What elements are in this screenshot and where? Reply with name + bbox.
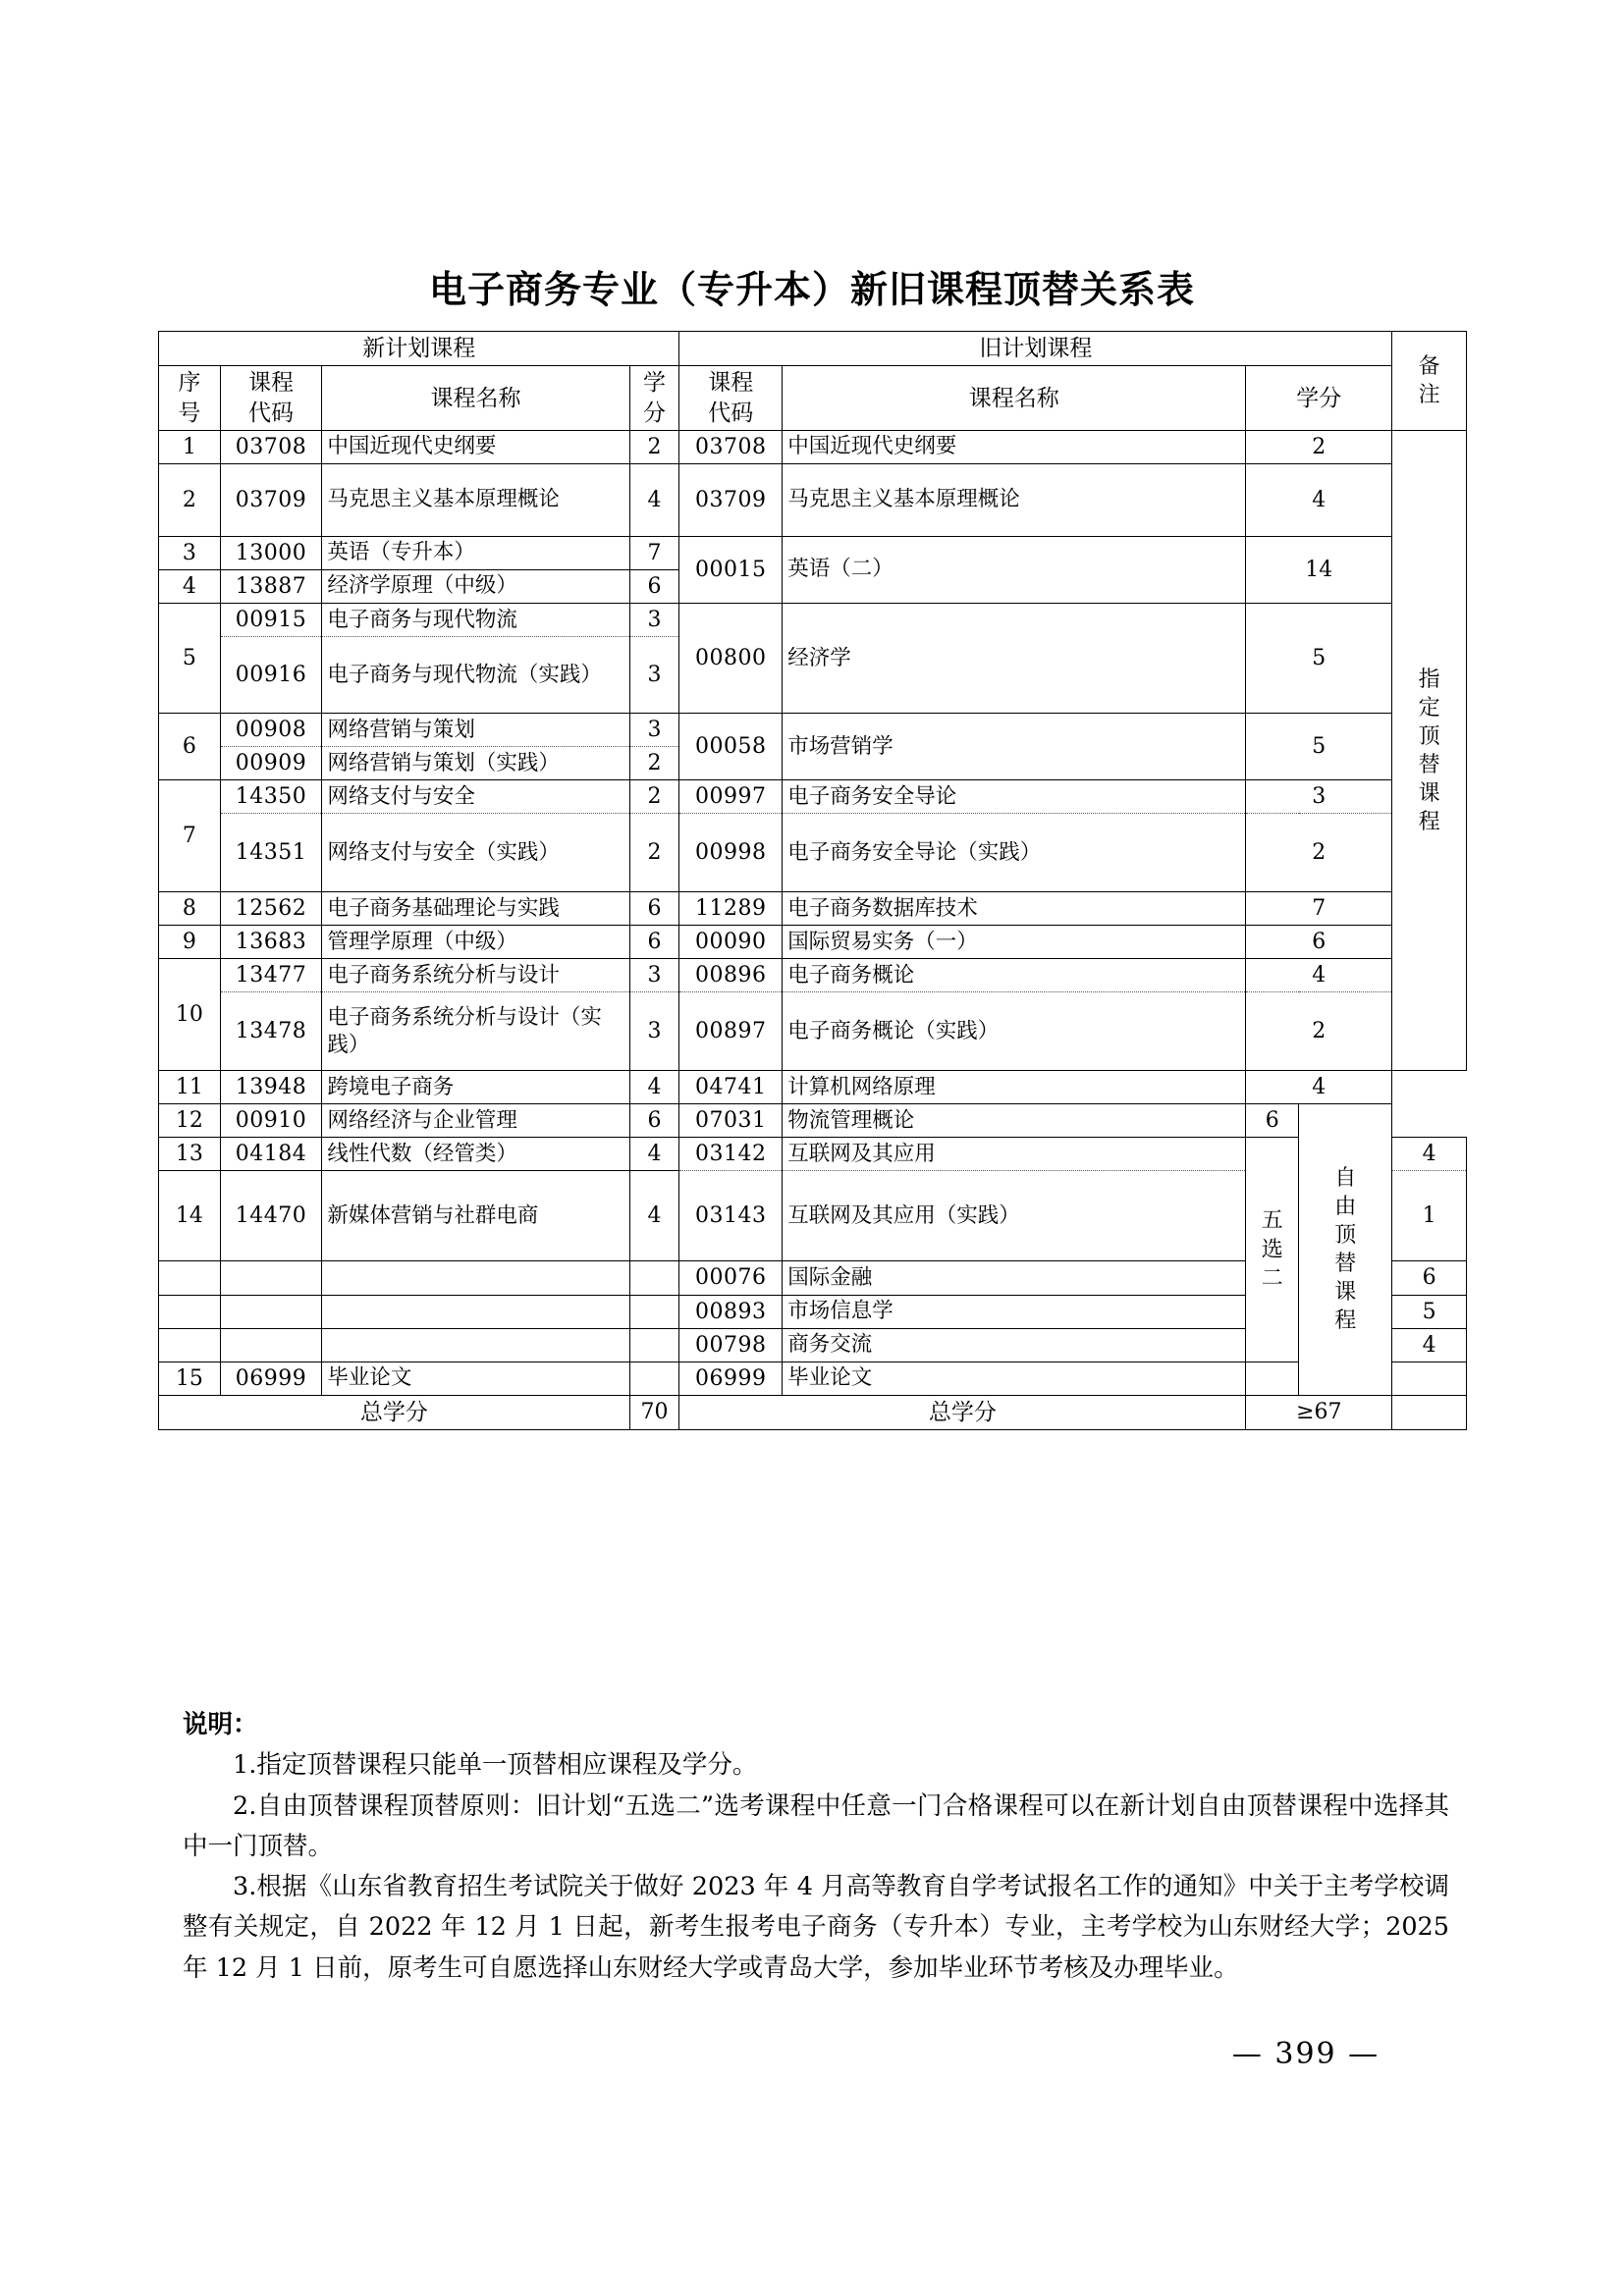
cell-new-name: 电子商务与现代物流 xyxy=(322,604,629,637)
cell-old-code: 00897 xyxy=(679,992,783,1071)
cell-new-code: 00915 xyxy=(220,604,322,637)
cell-old-name: 物流管理概论 xyxy=(783,1104,1246,1138)
note-item-2: 2.自由顶替课程顶替原则：旧计划“五选二”选考课程中任意一门合格课程可以在新计划自由顶替课程中选择其中一门顶替。 xyxy=(183,1790,1449,1861)
cell-old-name: 互联网及其应用（实践） xyxy=(783,1171,1246,1261)
cell-old-name: 市场营销学 xyxy=(783,714,1246,780)
table-row xyxy=(159,992,1467,1071)
note-item-1: 1.指定顶替课程只能单一顶替相应课程及学分。 xyxy=(233,1750,758,1781)
cell-new-credit: 4 xyxy=(629,464,679,537)
cell-old-code: 00090 xyxy=(679,926,783,959)
table-row xyxy=(159,959,1467,992)
cell-old-credit: 6 xyxy=(1246,1104,1299,1138)
cell-old-credit: 5 xyxy=(1392,1295,1467,1328)
table-row xyxy=(159,1362,1467,1395)
cell-seq xyxy=(159,1295,221,1328)
cell-old-credit: 6 xyxy=(1392,1261,1467,1295)
cell-new-code: 13000 xyxy=(220,537,322,570)
cell-new-code: 13887 xyxy=(220,570,322,604)
table-row xyxy=(159,714,1467,747)
cell-new-credit: 3 xyxy=(629,637,679,714)
cell-new-name: 管理学原理（中级） xyxy=(322,926,629,959)
group-header-remark: 备 注 xyxy=(1392,332,1467,431)
cell-seq: 3 xyxy=(159,537,221,570)
cell-seq: 13 xyxy=(159,1138,221,1171)
cell-new-code: 06999 xyxy=(220,1362,322,1395)
cell-old-code: 07031 xyxy=(679,1104,783,1138)
cell-new-name: 经济学原理（中级） xyxy=(322,570,629,604)
cell-new-name: 网络营销与策划 xyxy=(322,714,629,747)
cell-old-credit xyxy=(1246,1362,1392,1395)
cell-new-name: 英语（专升本） xyxy=(322,537,629,570)
cell-old-credit: 2 xyxy=(1246,814,1392,892)
cell-new-credit: 4 xyxy=(629,1071,679,1104)
cell-seq: 2 xyxy=(159,464,221,537)
total-remark-blank xyxy=(1392,1395,1467,1429)
cell-old-name: 电子商务安全导论（实践） xyxy=(783,814,1246,892)
table-row xyxy=(159,892,1467,926)
cell-new-credit xyxy=(629,1261,679,1295)
cell-old-credit: 1 xyxy=(1392,1171,1467,1261)
cell-old-name: 国际贸易实务（一） xyxy=(783,926,1246,959)
cell-seq: 9 xyxy=(159,926,221,959)
cell-old-credit: 6 xyxy=(1246,926,1392,959)
cell-old-code: 00893 xyxy=(679,1295,783,1328)
cell-seq: 4 xyxy=(159,570,221,604)
cell-new-credit: 2 xyxy=(629,814,679,892)
cell-old-code: 06999 xyxy=(679,1362,783,1395)
cell-new-code: 13948 xyxy=(220,1071,322,1104)
cell-seq: 6 xyxy=(159,714,221,780)
cell-new-credit: 6 xyxy=(629,892,679,926)
column-header-new-name: 课程名称 xyxy=(322,366,629,431)
column-header-old-code: 课程 代码 xyxy=(679,366,783,431)
table-row xyxy=(159,926,1467,959)
cell-new-code: 03708 xyxy=(220,431,322,464)
cell-new-credit xyxy=(629,1328,679,1362)
cell-new-credit: 6 xyxy=(629,1104,679,1138)
table-group-header-row xyxy=(159,332,1467,366)
cell-new-name: 跨境电子商务 xyxy=(322,1071,629,1104)
cell-old-name: 英语（二） xyxy=(783,537,1246,604)
table-row xyxy=(159,1138,1467,1171)
cell-new-name: 网络支付与安全 xyxy=(322,780,629,814)
page-number: — 399 — xyxy=(1231,2037,1380,2071)
cell-old-code: 00998 xyxy=(679,814,783,892)
cell-seq: 7 xyxy=(159,780,221,892)
cell-new-code: 14470 xyxy=(220,1171,322,1261)
table-row xyxy=(159,604,1467,637)
cell-old-name: 电子商务概论（实践） xyxy=(783,992,1246,1071)
cell-new-code: 14350 xyxy=(220,780,322,814)
cell-new-name: 网络营销与策划（实践） xyxy=(322,747,629,780)
cell-new-code: 13683 xyxy=(220,926,322,959)
group-header-new-plan: 新计划课程 xyxy=(159,332,679,366)
cell-new-code: 00910 xyxy=(220,1104,322,1138)
cell-new-name: 马克思主义基本原理概论 xyxy=(322,464,629,537)
remark-free: 自 由 顶 替 课 程 xyxy=(1299,1104,1392,1395)
cell-old-credit: 2 xyxy=(1246,992,1392,1071)
column-header-seq: 序 号 xyxy=(159,366,221,431)
cell-old-credit: 4 xyxy=(1246,959,1392,992)
cell-old-name: 电子商务数据库技术 xyxy=(783,892,1246,926)
cell-old-code: 00058 xyxy=(679,714,783,780)
column-header-old-credit: 学分 xyxy=(1246,366,1392,431)
cell-new-name: 电子商务与现代物流（实践） xyxy=(322,637,629,714)
cell-new-code: 00916 xyxy=(220,637,322,714)
cell-seq: 11 xyxy=(159,1071,221,1104)
table-column-header-row xyxy=(159,366,1467,431)
cell-old-credit: 14 xyxy=(1246,537,1392,604)
cell-new-credit: 3 xyxy=(629,992,679,1071)
cell-new-credit: 2 xyxy=(629,431,679,464)
total-label-new: 总学分 xyxy=(159,1395,630,1429)
cell-old-name: 商务交流 xyxy=(783,1328,1246,1362)
table-row xyxy=(159,1071,1467,1104)
cell-new-code xyxy=(220,1328,322,1362)
cell-new-code: 13478 xyxy=(220,992,322,1071)
table-row xyxy=(159,464,1467,537)
cell-new-name: 网络经济与企业管理 xyxy=(322,1104,629,1138)
cell-old-code: 03708 xyxy=(679,431,783,464)
cell-new-name xyxy=(322,1261,629,1295)
cell-new-credit: 7 xyxy=(629,537,679,570)
cell-old-code: 00800 xyxy=(679,604,783,714)
cell-new-code xyxy=(220,1261,322,1295)
cell-new-credit: 3 xyxy=(629,714,679,747)
cell-new-code: 03709 xyxy=(220,464,322,537)
course-substitution-table xyxy=(158,331,1467,1430)
cell-new-credit: 6 xyxy=(629,570,679,604)
note-item-3: 3.根据《山东省教育招生考试院关于做好 2023 年 4 月高等教育自学考试报名工作的通知》中关于主考学校调整有关规定，自 2022 年 12 月 1 日起，新考生报考电子商务（专升本）专业，主考学校为山东财经大学；2025 年 12 月 1 日前，原考生可自愿选择山东财经大学或青岛大学，参加毕业环节考核及办理毕业。 xyxy=(183,1872,1449,1983)
cell-old-code: 04741 xyxy=(679,1071,783,1104)
cell-old-credit: 4 xyxy=(1246,464,1392,537)
cell-old-name: 电子商务安全导论 xyxy=(783,780,1246,814)
cell-new-name: 电子商务基础理论与实践 xyxy=(322,892,629,926)
cell-old-name: 经济学 xyxy=(783,604,1246,714)
cell-seq: 14 xyxy=(159,1171,221,1261)
cell-new-credit: 2 xyxy=(629,780,679,814)
cell-old-name: 中国近现代史纲要 xyxy=(783,431,1246,464)
cell-new-name: 网络支付与安全（实践） xyxy=(322,814,629,892)
cell-old-code: 00798 xyxy=(679,1328,783,1362)
remark-designated: 指 定 顶 替 课 程 xyxy=(1392,431,1467,1071)
cell-seq: 10 xyxy=(159,959,221,1071)
cell-new-code: 14351 xyxy=(220,814,322,892)
cell-new-name: 电子商务系统分析与设计（实践） xyxy=(322,992,629,1071)
total-value-new: 70 xyxy=(629,1395,679,1429)
table-row xyxy=(159,1104,1467,1138)
cell-new-name: 毕业论文 xyxy=(322,1362,629,1395)
cell-new-code xyxy=(220,1295,322,1328)
cell-seq: 8 xyxy=(159,892,221,926)
cell-new-code: 13477 xyxy=(220,959,322,992)
cell-seq: 12 xyxy=(159,1104,221,1138)
cell-new-credit: 3 xyxy=(629,604,679,637)
cell-seq xyxy=(159,1261,221,1295)
cell-new-code: 12562 xyxy=(220,892,322,926)
cell-old-code: 03143 xyxy=(679,1171,783,1261)
cell-old-code: 03709 xyxy=(679,464,783,537)
cell-old-credit: 4 xyxy=(1392,1328,1467,1362)
cell-new-credit xyxy=(629,1362,679,1395)
cell-new-name: 中国近现代史纲要 xyxy=(322,431,629,464)
cell-new-name: 线性代数（经管类） xyxy=(322,1138,629,1171)
cell-old-name: 互联网及其应用 xyxy=(783,1138,1246,1171)
table-total-row xyxy=(159,1395,1467,1429)
cell-old-credit: 4 xyxy=(1392,1138,1467,1171)
column-header-new-code: 课程 代码 xyxy=(220,366,322,431)
cell-seq: 1 xyxy=(159,431,221,464)
cell-new-credit xyxy=(629,1295,679,1328)
cell-new-name: 电子商务系统分析与设计 xyxy=(322,959,629,992)
cell-old-code: 00896 xyxy=(679,959,783,992)
cell-seq xyxy=(159,1328,221,1362)
cell-new-credit: 2 xyxy=(629,747,679,780)
cell-old-credit: 4 xyxy=(1246,1071,1392,1104)
column-header-old-name: 课程名称 xyxy=(783,366,1246,431)
cell-old-name: 马克思主义基本原理概论 xyxy=(783,464,1246,537)
cell-new-code: 00908 xyxy=(220,714,322,747)
cell-new-credit: 3 xyxy=(629,959,679,992)
cell-new-name xyxy=(322,1295,629,1328)
page-title: 电子商务专业（专升本）新旧课程顶替关系表 xyxy=(428,267,1195,311)
course-substitution-table-wrapper xyxy=(158,331,1467,1430)
cell-old-code: 03142 xyxy=(679,1138,783,1171)
cell-old-credit: 3 xyxy=(1246,780,1392,814)
group-header-old-plan: 旧计划课程 xyxy=(679,332,1392,366)
total-value-old: ≥67 xyxy=(1246,1395,1392,1429)
cell-old-credit: 2 xyxy=(1246,431,1392,464)
cell-old-code: 00997 xyxy=(679,780,783,814)
notes-section xyxy=(183,1705,1449,1989)
cell-old-name: 国际金融 xyxy=(783,1261,1246,1295)
cell-old-credit: 5 xyxy=(1246,714,1392,780)
table-row xyxy=(159,537,1467,570)
cell-new-credit: 4 xyxy=(629,1138,679,1171)
cell-new-code: 00909 xyxy=(220,747,322,780)
cell-old-name: 电子商务概论 xyxy=(783,959,1246,992)
cell-old-credit: 7 xyxy=(1246,892,1392,926)
cell-seq: 5 xyxy=(159,604,221,714)
cell-old-code: 00076 xyxy=(679,1261,783,1295)
cell-old-name: 计算机网络原理 xyxy=(783,1071,1246,1104)
cell-remark-blank xyxy=(1392,1362,1467,1395)
cell-new-name xyxy=(322,1328,629,1362)
cell-old-code: 00015 xyxy=(679,537,783,604)
total-label-old: 总学分 xyxy=(679,1395,1246,1429)
cell-new-name: 新媒体营销与社群电商 xyxy=(322,1171,629,1261)
cell-new-credit: 6 xyxy=(629,926,679,959)
remark-choose-two-of-five: 五 选 二 xyxy=(1246,1138,1299,1362)
table-row xyxy=(159,814,1467,892)
cell-new-code: 04184 xyxy=(220,1138,322,1171)
cell-old-code: 11289 xyxy=(679,892,783,926)
cell-old-name: 市场信息学 xyxy=(783,1295,1246,1328)
column-header-new-credit: 学 分 xyxy=(629,366,679,431)
cell-new-credit: 4 xyxy=(629,1171,679,1261)
table-row xyxy=(159,780,1467,814)
notes-heading: 说明： xyxy=(183,1710,258,1739)
cell-seq: 15 xyxy=(159,1362,221,1395)
cell-old-name: 毕业论文 xyxy=(783,1362,1246,1395)
table-row xyxy=(159,431,1467,464)
cell-old-credit: 5 xyxy=(1246,604,1392,714)
